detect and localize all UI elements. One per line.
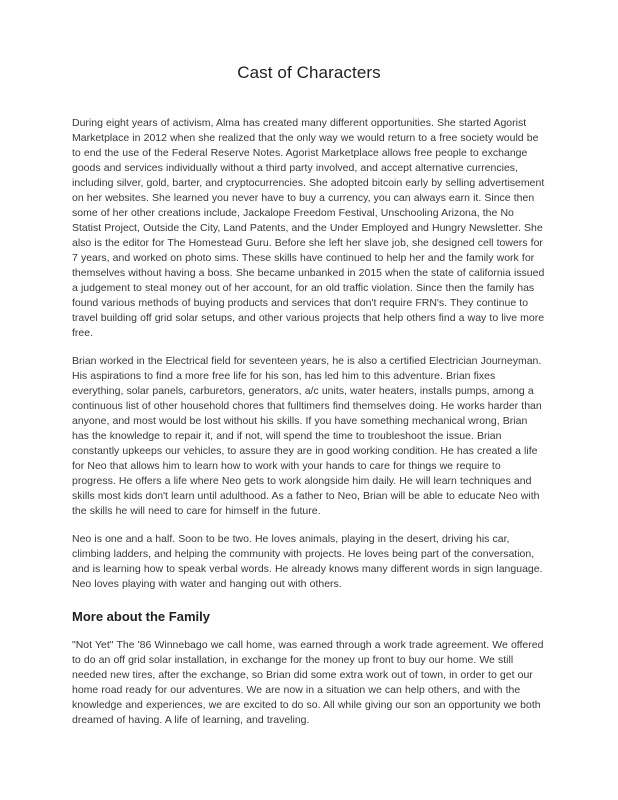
paragraph-neo: Neo is one and a half. Soon to be two. He loves animals, playing in the desert, driving his car, climbing ladders, and helping the community with projects. He loves being part of the conversation, and is learning how to speak verbal words. He already knows many different words in sign language. Neo loves playing with water and hanging out with others. (72, 533, 543, 590)
page-title: Cast of Characters (237, 63, 381, 82)
paragraph-brian: Brian worked in the Electrical field for seventeen years, he is also a certified Electrician Journeyman. His aspirations to find a more free life for his son, has led him to this adventure. Brian fixes everything, solar panels, carburetors, generators, a/c units, water heaters, installs pumps, among a continuous list of other household chores that fulltimers find themselves doing. He works harder than anyone, and most would be lost without his skills. If you have something mechanical wrong, Brian has the knowledge to repair it, and if not, will spend the time to troubleshoot the issue. Brian constantly upkeeps our vehicles, to assure they are in good working condition. He has created a life for Neo that allows him to learn how to work with your hands to care for things we require to progress. He offers a life where Neo gets to work alongside him daily. He will learn techniques and skills most kids don't learn until adulthood. As a father to Neo, Brian will be able to educate Neo with the skills he will need to care for himself in the future. (72, 355, 542, 517)
paragraph-winnebago: "Not Yet" The '86 Winnebago we call home, was earned through a work trade agreement. We offered to do an off grid solar installation, in exchange for the money up front to buy our home. We still needed new tires, after the exchange, so Brian did some extra work out of town, in order to get our home road ready for our adventures. We are now in a situation we can help others, and with the knowledge and experiences, we are excited to do so. All while giving our son an opportunity we both dreamed of having. A life of learning, and traveling. (72, 639, 544, 726)
paragraph-alma: During eight years of activism, Alma has created many different opportunities. She started Agorist Marketplace in 2012 when she realized that the only way we would return to a free society would be to end the use of the Federal Reserve Notes. Agorist Marketplace allows free people to exchange goods and services individually without a third party involved, and accept alternative currencies, including silver, gold, barter, and cryptocurrencies. She adopted bitcoin early by selling advertisement on her websites. She learned you never have to buy a currency, you can always earn it. Since then some of her other creations include, Jackalope Freedom Festival, Unschooling Arizona, the No Statist Project, Outside the City, Land Patents, and the Under Employed and Hungry Newsletter. She also is the editor for The Homestead Guru. Before she left her slave job, she designed cell towers for 7 years, and worked on photo sims. These skills have continued to help her and the family work for themselves without having a boss. She became unbanked in 2015 when the state of california issued a judgement to steal money out of her account, for an old traffic violation. Since then the family has found various methods of buying products and services that don't require FRN's. They continue to travel building off grid solar setups, and other various projects that help others find a way to live more free. (72, 117, 545, 339)
section-heading-more-about-the-family: More about the Family (72, 609, 210, 624)
